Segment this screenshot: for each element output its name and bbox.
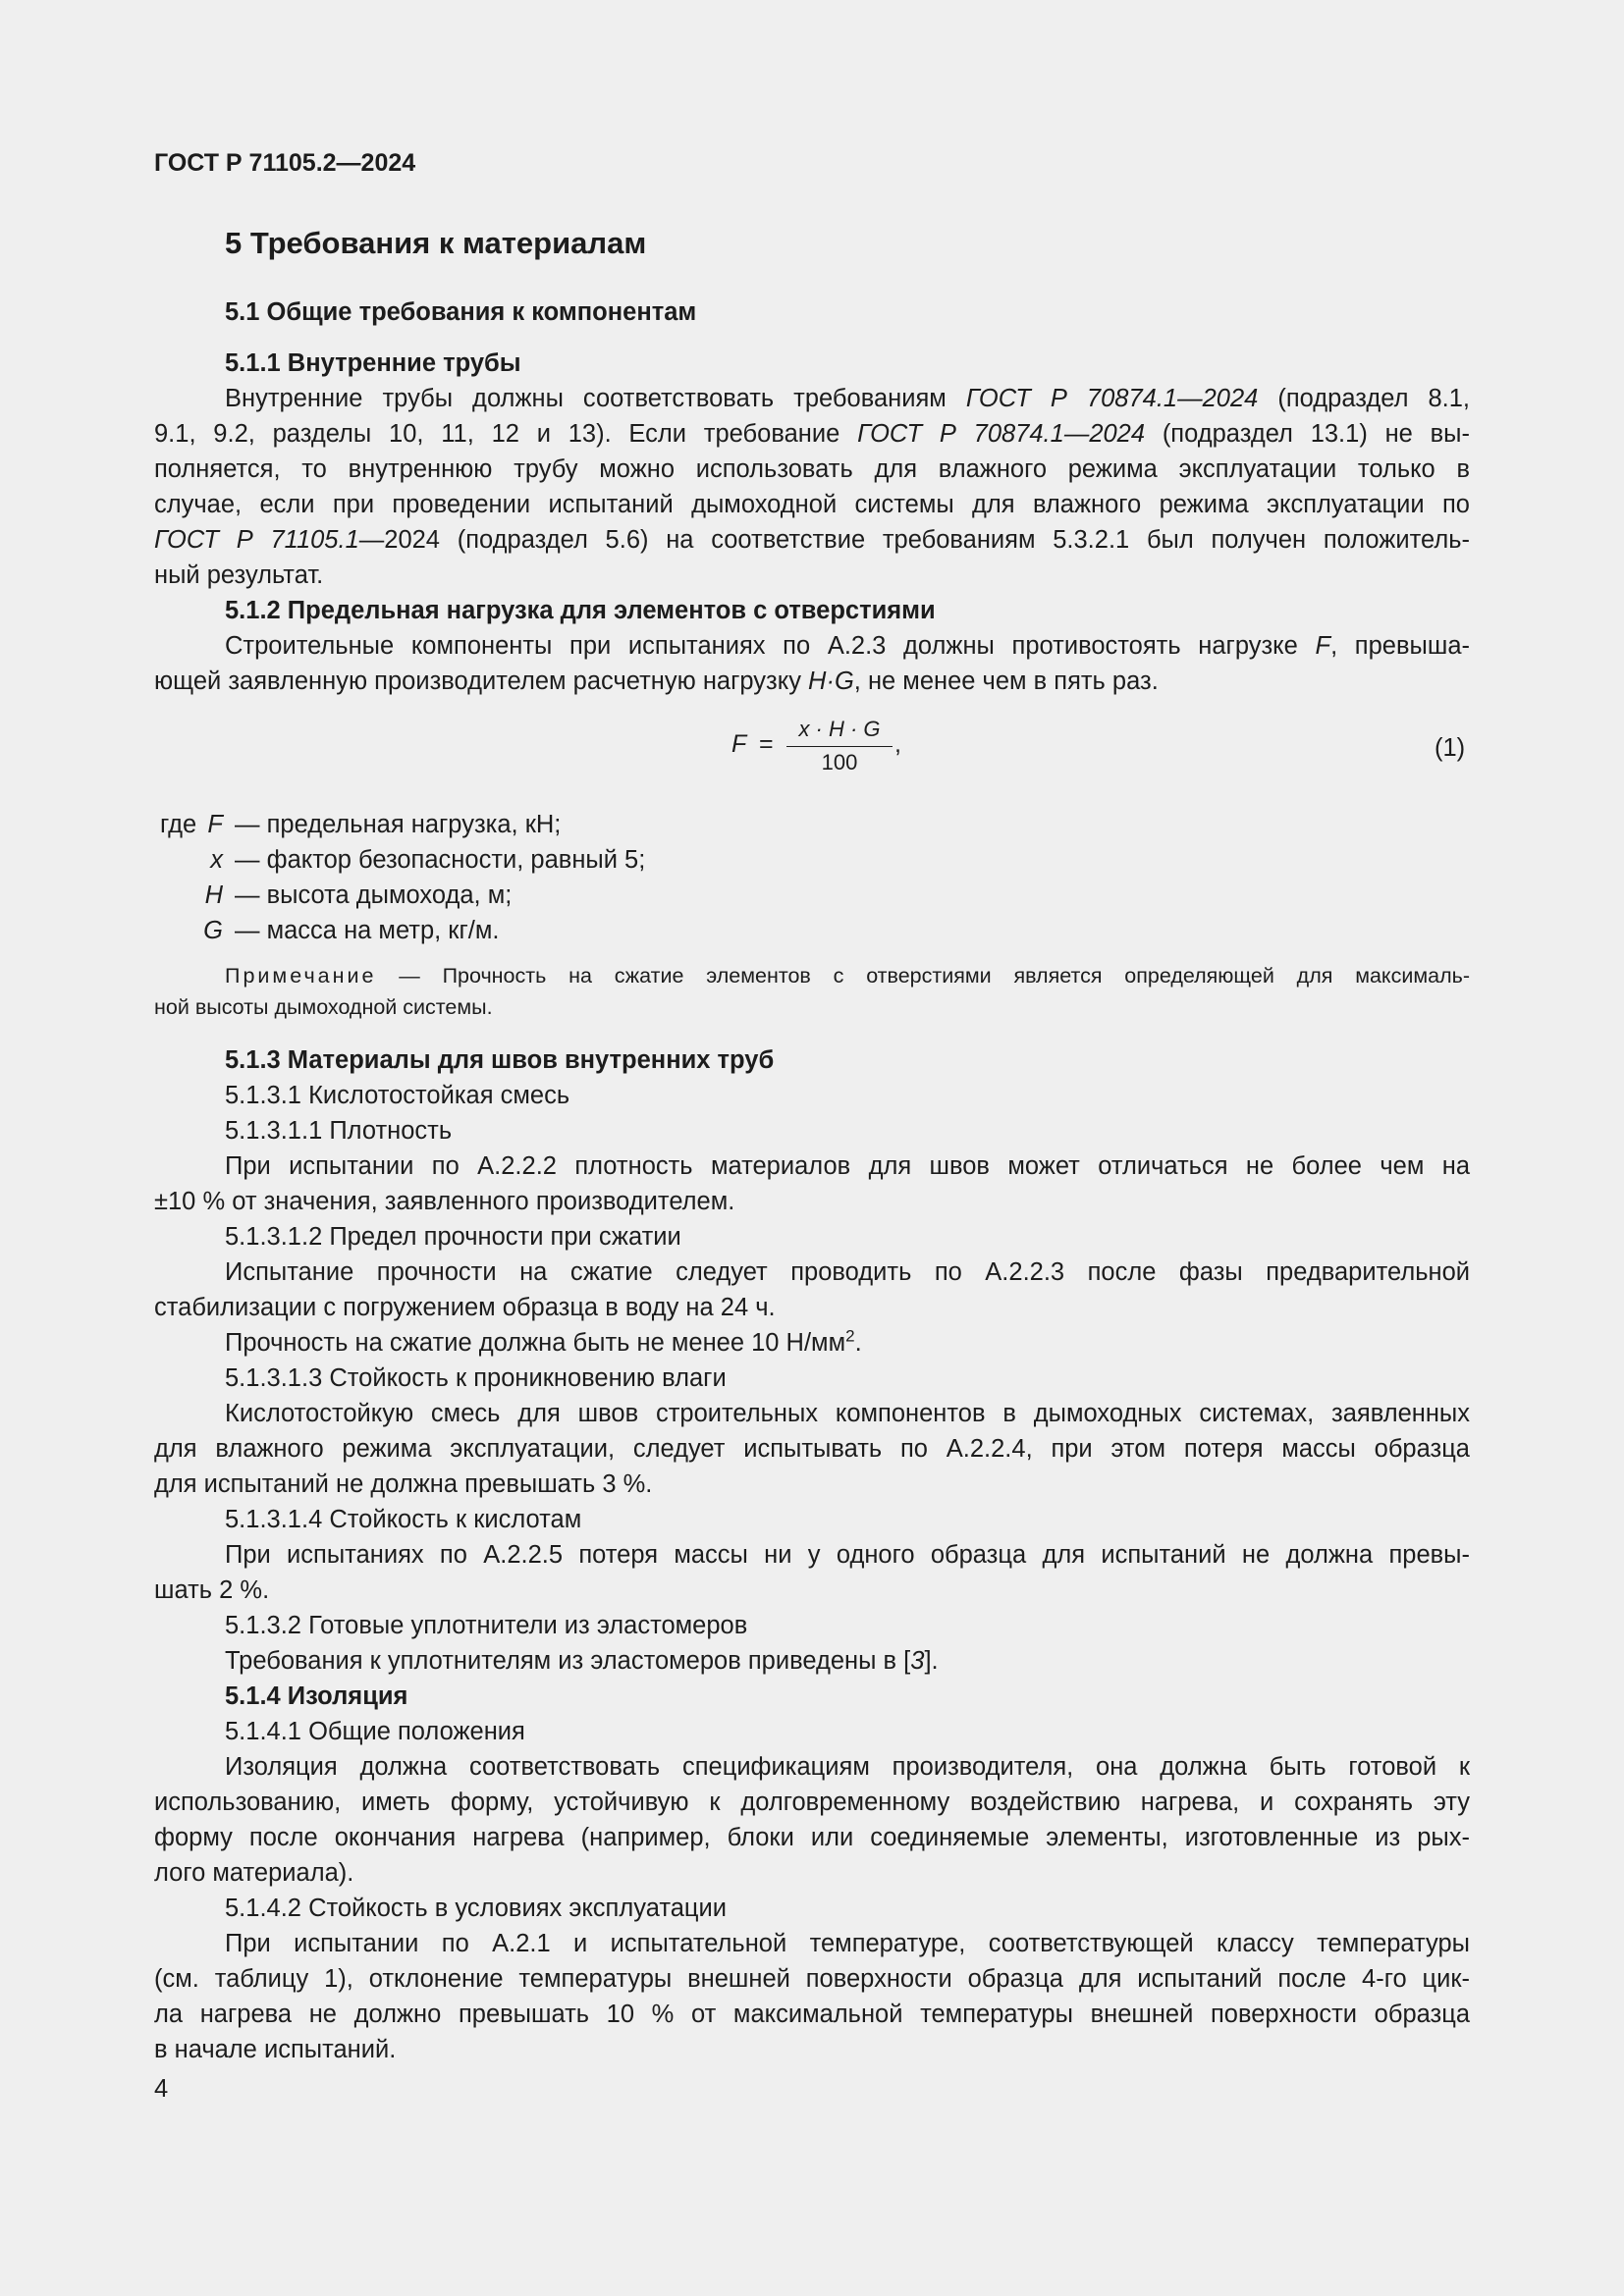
where-symbol: F — [207, 811, 223, 838]
paragraph-line: ющей заявленную производителем расчетную нагрузку H·G, не менее чем в пять раз. — [154, 667, 1159, 695]
where-symbol: G — [203, 917, 223, 944]
section-5-1-4-title: 5.1.4 Изоляция — [225, 1682, 408, 1710]
page-number: 4 — [154, 2075, 169, 2103]
citation-reference: 3 — [910, 1647, 925, 1675]
section-5-1-3-1-1-title: 5.1.3.1.1 Плотность — [225, 1117, 453, 1145]
section-5-1-4-1-title: 5.1.4.1 Общие положения — [225, 1718, 525, 1745]
paragraph-line: При испытании по А.2.2.2 плотность материалов для швов может отличаться не более чем на — [225, 1152, 1470, 1180]
formula-equals: = — [759, 730, 774, 758]
paragraph-line: форму после окончания нагрева (например, блоки или соединяемые элементы, изготовленные из рых- — [154, 1824, 1470, 1851]
paragraph-line: для влажного режима эксплуатации, следует испытывать по А.2.2.4, при этом потеря массы образца — [154, 1435, 1470, 1463]
paragraph-line: ±10 % от значения, заявленного производителем. — [154, 1188, 735, 1215]
note-label: Примечание — [225, 964, 377, 988]
section-5-1-3-2-title: 5.1.3.2 Готовые уплотнители из эластомеров — [225, 1612, 748, 1639]
note-line: ной высоты дымоходной системы. — [154, 995, 493, 1019]
paragraph-line: Прочность на сжатие должна быть не менее 10 $Н/мм^2$. — [225, 1326, 862, 1357]
where-description: — высота дымохода, м; — [235, 881, 513, 909]
where-description: — масса на метр, кг/м. — [235, 917, 500, 944]
paragraph-line: ный результат. — [154, 561, 324, 589]
paragraph-line: При испытании по А.2.1 и испытательной температуре, соответствующей классу температуры — [225, 1930, 1470, 1957]
paragraph-line: ГОСТ Р 71105.1—2024 (подраздел 5.6) на соответствие требованиям 5.3.2.1 был получен положитель- — [154, 526, 1470, 554]
paragraph-line: 9.1, 9.2, разделы 10, 11, 12 и 13). Если требование ГОСТ Р 70874.1—2024 (подраздел 13.1) не вы- — [154, 420, 1470, 448]
paragraph-line: для испытаний не должна превышать 3 %. — [154, 1470, 653, 1498]
section-5-1-3-1-2-title: 5.1.3.1.2 Предел прочности при сжатии — [225, 1223, 681, 1251]
paragraph-line: шать 2 %. — [154, 1576, 270, 1604]
where-symbol: H — [204, 881, 223, 909]
section-5-1-title: 5.1 Общие требования к компонентам — [225, 298, 697, 326]
where-description: — фактор безопасности, равный 5; — [235, 846, 646, 874]
section-5-1-3-1-4-title: 5.1.3.1.4 Стойкость к кислотам — [225, 1506, 582, 1533]
section-5-1-4-2-title: 5.1.4.2 Стойкость в условиях эксплуатации — [225, 1895, 727, 1922]
paragraph-line: (см. таблицу 1), отклонение температуры внешней поверхности образца для испытаний после 4-го цик- — [154, 1965, 1470, 1993]
formula-numerator: x · H · G — [786, 713, 893, 747]
paragraph-line: ла нагрева не должно превышать 10 % от максимальной температуры внешней поверхности образца — [154, 2001, 1470, 2028]
paragraph-line: в начале испытаний. — [154, 2036, 397, 2063]
paragraph-line: Внутренние трубы должны соответствовать требованиям ГОСТ Р 70874.1—2024 (подраздел 8.1, — [225, 385, 1471, 412]
formula-denominator: 100 — [821, 750, 858, 774]
paragraph-line: стабилизации с погружением образца в воду на 24 ч. — [154, 1294, 776, 1321]
formula-lhs: F — [731, 730, 747, 758]
document-header: ГОСТ Р 71105.2—2024 — [154, 149, 416, 177]
paragraph-line: лого материала). — [154, 1859, 354, 1887]
section-5-1-3-1-3-title: 5.1.3.1.3 Стойкость к проникновению влаги — [225, 1364, 727, 1392]
paragraph-line: использованию, иметь форму, устойчивую к долговременному воздействию нагрева, и сохранять эту — [154, 1789, 1470, 1816]
paragraph-line: Требования к уплотнителям из эластомеров приведены в [3]. — [225, 1647, 939, 1675]
section-5-1-2-title: 5.1.2 Предельная нагрузка для элементов с отверстиями — [225, 597, 936, 624]
paragraph-line: Испытание прочности на сжатие следует проводить по А.2.2.3 после фазы предварительной — [225, 1258, 1470, 1286]
formula-number: (1) — [1435, 734, 1466, 762]
section-5-title: 5 Требования к материалам — [225, 226, 647, 260]
section-5-1-3-1-title: 5.1.3.1 Кислотостойкая смесь — [225, 1082, 570, 1109]
where-prefix: где — [160, 811, 197, 838]
paragraph-line: полняется, то внутреннюю трубу можно использовать для влажного режима эксплуатации только в — [154, 455, 1470, 483]
paragraph-line: Строительные компоненты при испытаниях по А.2.3 должны противостоять нагрузке F, превыша- — [225, 632, 1470, 660]
paragraph-line: Изоляция должна соответствовать спецификациям производителя, она должна быть готовой к — [225, 1753, 1470, 1781]
section-5-1-1-title: 5.1.1 Внутренние трубы — [225, 349, 521, 377]
formula-trail: , — [894, 730, 901, 758]
where-description: — предельная нагрузка, кН; — [235, 811, 562, 838]
section-5-1-3-title: 5.1.3 Материалы для швов внутренних труб — [225, 1046, 775, 1074]
formula-fraction — [786, 713, 893, 778]
where-symbol: x — [210, 846, 223, 874]
note: Примечание — Прочность на сжатие элементов с отверстиями является определяющей для максималь- — [225, 964, 1470, 988]
paragraph-line: Кислотостойкую смесь для швов строительных компонентов в дымоходных системах, заявленных — [225, 1400, 1470, 1427]
paragraph-line: случае, если при проведении испытаний дымоходной системы для влажного режима эксплуатации по — [154, 491, 1470, 518]
paragraph-line: При испытаниях по А.2.2.5 потеря массы ни у одного образца для испытаний не должна превы- — [225, 1541, 1470, 1569]
